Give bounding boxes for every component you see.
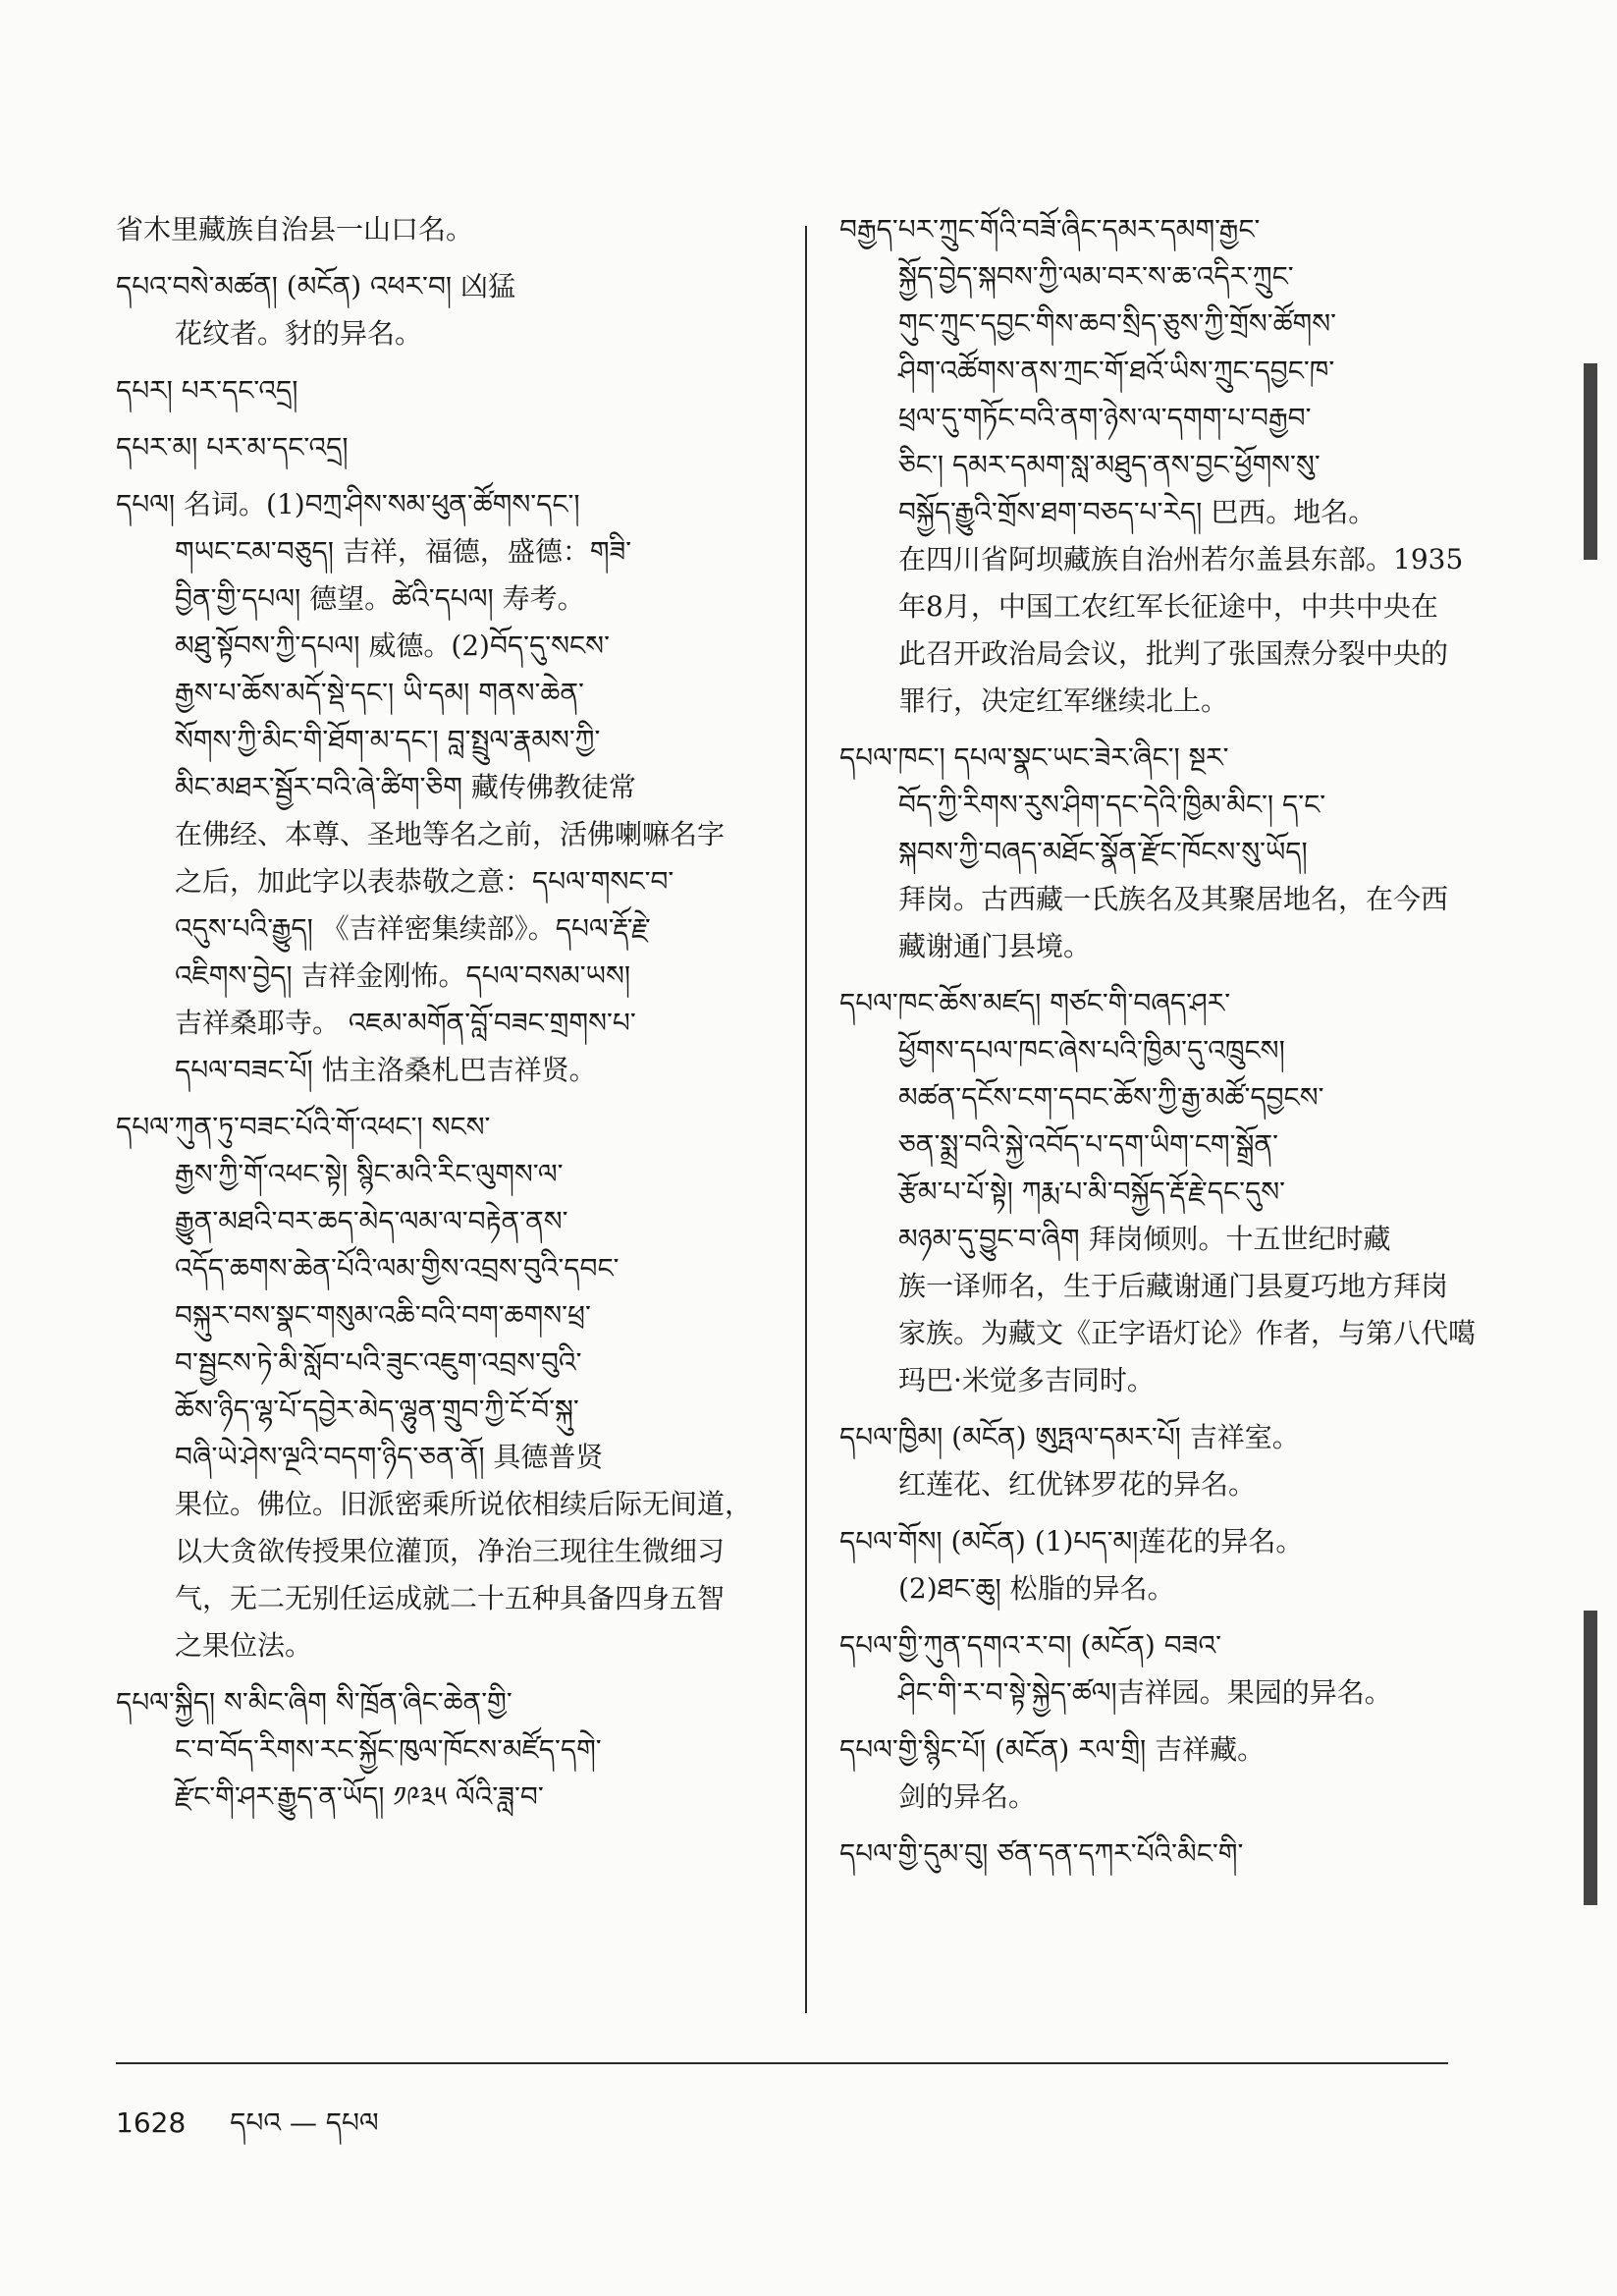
- entry-line: སྐྱོད་བྱེད་སྐབས་ཀྱི་ལམ་བར་ས་ཆ་འདིར་ཀྲུང་: [898, 260, 1294, 293]
- entry-line: སྐབས་ཀྱི་བཞད་མཐོང་སྣོན་རྫོང་ཁོངས་སུ་ཡོད།: [898, 836, 1308, 868]
- entry-headline: དཔལ་གྱི་དུམ་བུ། ཙན་དན་དཀར་པོའི་མིང་གི་: [839, 1837, 1244, 1870]
- entry-line: བཞི་ཡེ་ཤེས་ལྔའི་བདག་ཉིད་ཅན་ནོ། 具德普贤: [175, 1441, 604, 1473]
- page-footer: [116, 2092, 379, 2169]
- entry-line: དཔལ་བཟང་པོ། 怙主洛桑札巴吉祥贤。: [175, 1054, 597, 1086]
- entry-line: 家族。为藏文《正字语灯论》作者，与第八代噶: [898, 1317, 1477, 1349]
- entry-line: ང་བ་བོད་རིགས་རང་སྐྱོང་ཁུལ་ཁོངས་མཛོད་དགེ་: [175, 1733, 602, 1766]
- entry-headline: དཔའ་བསེ་མཚན། (མངོན) འཕར་བ། 凶猛: [116, 270, 516, 302]
- column-divider: [805, 226, 807, 2013]
- page-number: 1628: [116, 2106, 187, 2139]
- entry-line: བ་སྦྱངས་ཏེ་མི་སློབ་པའི་ཟུང་འཇུག་འབྲས་བུའི་: [175, 1346, 582, 1379]
- entry-line: མཉམ་དུ་བྱུང་བ་ཞིག 拜岗倾则。十五世纪时藏: [898, 1223, 1391, 1255]
- entry-line: 藏谢通门县境。: [898, 930, 1092, 962]
- entry-line: བསྐྱོད་རྒྱུའི་གྲོས་ཐག་བཅད་པ་རེད། 巴西。地名。: [898, 496, 1376, 528]
- entry-line: 花纹者。豺的异名。: [175, 317, 423, 350]
- dictionary-entry: [116, 1679, 791, 1821]
- entry-line: འཇིགས་བྱེད། 吉祥金刚怖。དཔལ་བསམ་ཡས།: [175, 959, 631, 992]
- dictionary-entry: [839, 1726, 1468, 1821]
- entry-headline: 省木里藏族自治县一山口名。: [116, 213, 474, 246]
- entry-line: སོགས་ཀྱི་མིང་གི་ཐོག་མ་དང་། བླ་སྤྲུལ་རྣམས་ཀྱི་: [175, 724, 601, 756]
- entry-headline: དཔལ། 名词。(1)བཀྲ་ཤིས་སམ་ཕུན་ཚོགས་དང་།: [116, 488, 580, 520]
- entry-line: 此召开政治局会议，批判了张国焘分裂中央的: [898, 637, 1449, 670]
- dictionary-entry: [116, 481, 791, 1094]
- entry-line: 气，无二无别任运成就二十五种具备四身五智: [175, 1582, 726, 1614]
- entry-line: མཐུ་སྟོབས་ཀྱི་དཔལ། 威德。(2)བོད་དུ་སངས་: [175, 629, 610, 662]
- page-range: དཔའ — དཔལ: [230, 2106, 379, 2139]
- entry-line: 剑的异名。: [898, 1780, 1037, 1813]
- entry-line: 年8月，中国工农红军长征途中，中共中央在: [898, 590, 1438, 623]
- entry-line: 拜岗。古西藏一氏族名及其聚居地名，在今西: [898, 883, 1449, 915]
- edge-scan-mark: [1584, 1611, 1597, 1905]
- dictionary-entry: [116, 263, 791, 357]
- entry-line: གུང་ཀྲུང་དབྱང་གིས་ཆབ་སྲིད་ཅུས་ཀྱི་གྲོས་ཚོགས་: [898, 307, 1337, 340]
- dictionary-entry: [839, 1414, 1468, 1508]
- entry-line: ཅན་སྨྲ་བའི་སྐྱེ་འབོད་པ་དག་ཡིག་ངག་སྒྲོན་: [898, 1128, 1278, 1161]
- dictionary-entry: [839, 1518, 1468, 1613]
- entry-line: 族一译师名，生于后藏谢通门县夏巧地方拜岗: [898, 1270, 1449, 1302]
- dictionary-entry: [116, 424, 791, 471]
- dictionary-entry: [839, 735, 1468, 970]
- dictionary-entry: [839, 206, 1468, 725]
- entry-line: 在四川省阿坝藏族自治州若尔盖县东部。1935: [898, 543, 1464, 575]
- entry-line: ཕྱོགས་དཔལ་ཁང་ཞེས་པའི་ཁྱིམ་དུ་འཁྲུངས།: [898, 1034, 1285, 1066]
- entry-line: རྩོམ་པ་པོ་སྟེ། ཀརྨ་པ་མི་བསྐྱོད་རྡོ་རྗེ་དང་དུས་: [898, 1175, 1286, 1208]
- entry-headline: དཔལ་གོས། (མངོན) (1)པད་མ།莲花的异名。: [839, 1525, 1304, 1558]
- entry-line: ཆོས་ཉིད་ལྷ་པོ་དབྱེར་མེད་ལྷུན་གྲུབ་ཀྱི་ངོ་བོ་སྐུ་: [175, 1394, 579, 1426]
- entry-headline: དཔལ་ཀུན་ཏུ་བཟང་པོའི་གོ་འཕང་། སངས་: [116, 1111, 491, 1143]
- entry-line: འདུས་པའི་རྒྱུད། 《吉祥密集续部》。དཔལ་རྡོ་རྗེ་: [175, 912, 651, 945]
- entry-line: 吉祥桑耶寺。 འཇམ་མགོན་བློ་བཟང་གྲགས་པ་: [175, 1007, 636, 1039]
- entry-headline: དཔལ་གྱི་ཀུན་དགའ་ར་བ། (མངོན) བཟའ་: [839, 1629, 1221, 1662]
- entry-line: རྒྱུན་མཐའི་བར་ཆད་མེད་ལམ་ལ་བརྟེན་ནས་: [175, 1205, 568, 1237]
- entry-line: 玛巴·米觉多吉同时。: [898, 1364, 1155, 1396]
- dictionary-entry: [116, 367, 791, 414]
- dictionary-entry: [116, 1104, 791, 1669]
- entry-line: 红莲花、红优钵罗花的异名。: [898, 1468, 1257, 1501]
- right-column: [839, 206, 1477, 1887]
- entry-line: བོད་ཀྱི་རིགས་རུས་ཤིག་དང་དེའི་ཁྱིམ་མིང་། ད་ང་: [898, 789, 1326, 821]
- entry-line: ཤིང་གི་ར་བ་སྟེ་སྐྱེད་ཚལ།吉祥园。果园的异名。: [898, 1676, 1392, 1709]
- entry-line: རྒྱས་ཀྱི་གོ་འཕང་སྟེ། སྙིང་མའི་རིང་ལུགས་ལ་: [175, 1158, 564, 1190]
- dictionary-entry: [839, 1831, 1468, 1878]
- entry-headline: བརྒྱད་པར་ཀྲུང་གོའི་བཟོ་ཞིང་དམར་དམག་རྒྱང་: [839, 213, 1261, 246]
- entry-line: 在佛经、本尊、圣地等名之前，活佛喇嘛名字: [175, 818, 726, 850]
- entry-line: གཡང་ངམ་བཅུད། 吉祥，福德，盛德：གཟི་: [175, 535, 632, 568]
- entry-line: རྒྱས་པ་ཆོས་མདོ་སྡེ་དང་། ཡི་དམ། གནས་ཆེན་: [175, 677, 584, 709]
- entry-headline: དཔར་མ། པར་མ་དང་འདྲ།: [116, 431, 349, 464]
- entry-headline: དཔལ་ཁང་། དཔལ་སྣང་ཡང་ཟེར་ཞིང་། སྔར་: [839, 741, 1229, 774]
- footer-rule: [116, 2062, 1448, 2064]
- entry-line: རྫོང་གི་ཤར་རྒྱུད་ན་ཡོད། ༡༩༣༥ ལོའི་ཟླ་བ་: [175, 1780, 544, 1813]
- entry-line: ཤིག་འཚོགས་ནས་ཀྲང་གོ་ཐའོ་ཡིས་ཀྲུང་དབྱང་ཁ་: [898, 355, 1335, 387]
- entry-line: བསྐུར་བས་སྣང་གསུམ་འཆི་བའི་བག་ཆགས་ཕྲ་: [175, 1299, 591, 1332]
- entry-line: འདོད་ཆགས་ཆེན་པོའི་ལམ་གྱིས་འབྲས་བུའི་དབང་: [175, 1252, 620, 1285]
- entry-line: བྱིན་གྱི་དཔལ། 德望。ཚེའི་དཔལ། 寿考。: [175, 582, 585, 615]
- edge-scan-mark: [1584, 363, 1597, 560]
- dictionary-entry: [839, 1622, 1468, 1717]
- entry-line: 果位。佛位。旧派密乘所说依相续后际无间道，: [175, 1488, 753, 1520]
- entry-headline: དཔལ་གྱི་སྙིང་པོ། (མངོན) རལ་གྲི། 吉祥藏。: [839, 1733, 1266, 1766]
- entry-line: (2)ཐང་ཆུ། 松脂的异名。: [898, 1572, 1175, 1605]
- entry-line: ཕྲལ་དུ་གཏོང་བའི་ནག་ཉེས་ལ་དགག་པ་བརྒྱབ་: [898, 402, 1312, 434]
- entry-headline: དཔལ་ཁང་ཆོས་མཛད། གཙང་གི་བཞད་ཤར་: [839, 987, 1231, 1019]
- entry-line: 之果位法。: [175, 1629, 313, 1662]
- entry-line: 罪行，决定红军继续北上。: [898, 684, 1229, 717]
- entry-line: 以大贪欲传授果位灌顶，净治三现往生微细习: [175, 1535, 726, 1567]
- entry-headline: དཔལ་སྐྱིད། ས་མིང་ཞིག སི་ཁྲོན་ཞིང་ཆེན་གྱི་: [116, 1686, 512, 1719]
- dictionary-entry: [116, 206, 791, 253]
- entry-line: མཚན་དངོས་ངག་དབང་ཆོས་ཀྱི་རྒྱ་མཚོ་དབྱངས་: [898, 1081, 1324, 1114]
- dictionary-entry: [839, 980, 1477, 1404]
- entry-line: 之后，加此字以表恭敬之意：དཔལ་གསང་བ་: [175, 865, 674, 898]
- entry-line: མིང་མཐར་སྦྱོར་བའི་ཞེ་ཚིག་ཅིག 藏传佛教徒常: [175, 771, 636, 803]
- entry-headline: དཔལ་ཁྱིམ། (མངོན) ཨུཏྤལ་དམར་པོ། 吉祥室。: [839, 1421, 1300, 1453]
- entry-line: ཅིང་། དམར་དམག་སླ་མཐུད་ནས་བྱང་ཕྱོགས་སུ་: [898, 449, 1321, 481]
- entry-headline: དཔར། པར་དང་འདྲ།: [116, 374, 298, 407]
- left-column: [116, 206, 791, 1831]
